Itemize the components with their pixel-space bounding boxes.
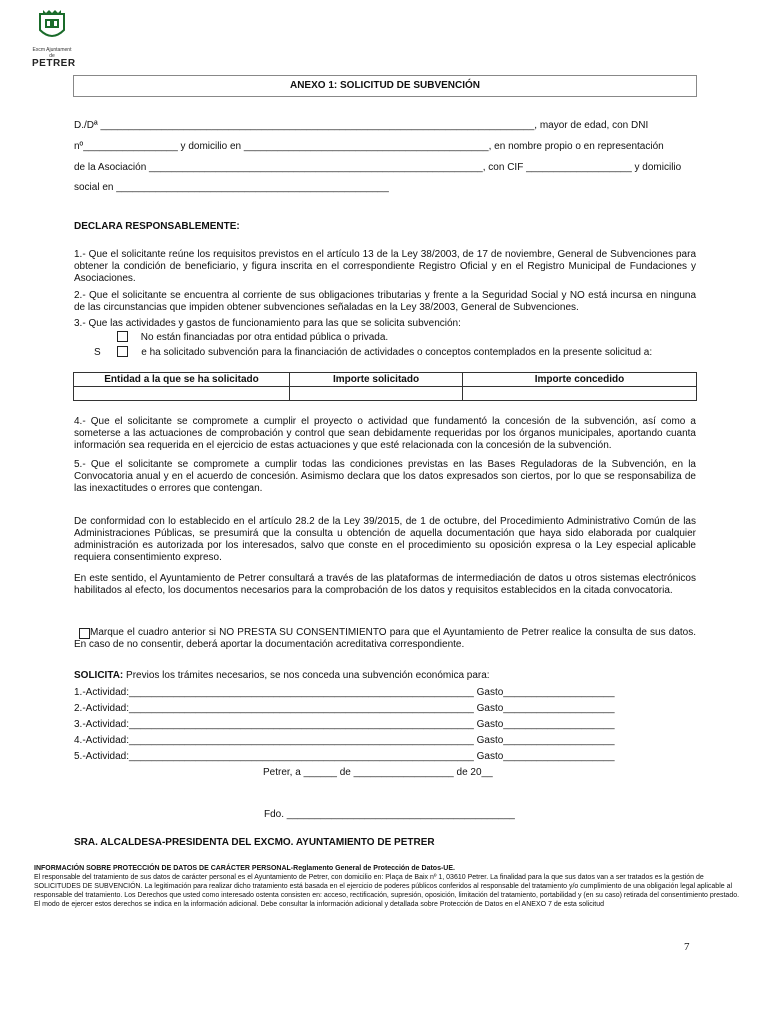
coat-of-arms-icon xyxy=(37,8,67,42)
cell-requested[interactable] xyxy=(290,387,463,401)
point-5: 5.- Que el solicitante se compromete a cumplir todas las condiciones previstas en las Bases Reguladoras de la Subvención, en la Convocatoria anual y en el acuerdo de concesión. Asimismo declara que los datos expresados son ciertos, por lo que se responsabiliza de las inexactitudes o errores que contengan. xyxy=(74,459,696,494)
col-granted: Importe concedido xyxy=(463,373,697,387)
table-row xyxy=(74,387,697,401)
solicita-label: SOLICITA: xyxy=(74,670,124,681)
declara-heading: DECLARA RESPONSABLEMENTE: xyxy=(74,221,240,232)
privacy-notice xyxy=(34,864,744,909)
solicita-text: Previos los trámites necesarios, se nos conceda una subvención económica para: xyxy=(123,670,490,681)
recipient: SRA. ALCALDESA-PRESIDENTA DEL EXCMO. AYUNTAMIENTO DE PETRER xyxy=(74,837,435,848)
subsidy-table xyxy=(73,372,697,401)
not-financed-checkbox[interactable] xyxy=(117,331,128,342)
activity-line-5[interactable]: 5.-Actividad:______________________________________________________________ Gasto____________________ xyxy=(74,751,615,762)
page-number: 7 xyxy=(684,941,690,953)
signature-line[interactable]: Fdo. _________________________________________ xyxy=(264,809,515,820)
form-line-name[interactable]: D./Dª ______________________________________________________________________________, mayor de edad, con DNI xyxy=(74,120,649,131)
point-1: 1.- Que el solicitante reúne los requisitos previstos en el artículo 13 de la Ley 38/2003, de 17 de noviembre, General de Subvenciones para obtener la condición de beneficiario, y figura inscrita en el correspondiente Registro Oficial y en el Registro Municipal de Fundaciones y Asociaciones. xyxy=(74,249,696,284)
table-header-row xyxy=(74,373,697,387)
cell-entity[interactable] xyxy=(74,387,290,401)
point-4: 4.- Que el solicitante se compromete a cumplir el proyecto o actividad que fundamentó la concesión de la subvención, así como a someterse a las actuaciones de comprobación y control que sean debidamente requeridas por los órganos municipales, aportando cuanta información sea requerida en el ejercicio de estas actuaciones y que esté relacionada con la concesión de la subvención. xyxy=(74,416,696,451)
privacy-text: El responsable del tratamiento de sus datos de carácter personal es el Ayuntamiento de Petrer, con domicilio en: Plaça de Baix nº 1, 03610 Petrer. La finalidad para la que sus datos van a ser tratados es la gestión de SOLICITUDES DE SUBVENCIÓN. La legitimación para realizar dicho tratamiento está basada en el ejercicio de poderes públicos conferidos al responsable del tratamiento y/o cumplimiento de una obligación legal aplicable al responsable del tratamiento. Los Derechos que usted como interesado ostenta consisten en: acceso, rectificación, supresión, oposición, limitación del tratamiento, portabilidad y (en su caso) retirada del consentimiento prestado. El modo de ejercer estos derechos se indica en la información adicional. Debe consultar la información adicional y detallada sobre Protección de Datos en el ANEXO 7 de esta solicitud xyxy=(34,874,740,908)
privacy-title: INFORMACIÓN SOBRE PROTECCIÓN DE DATOS DE CARÁCTER PERSONAL-Reglamento General de Protección de Datos-UE. xyxy=(34,865,455,872)
petrer-logo xyxy=(32,8,76,69)
point-3: 3.- Que las actividades y gastos de funcionamiento para las que se solicita subvención: xyxy=(74,318,461,329)
activity-line-1[interactable]: 1.-Actividad:______________________________________________________________ Gasto____________________ xyxy=(74,687,615,698)
consent-paragraph xyxy=(74,627,696,651)
place-date-line[interactable]: Petrer, a ______ de __________________ de 20__ xyxy=(263,767,493,778)
col-requested: Importe solicitado xyxy=(290,373,463,387)
option-not-financed xyxy=(117,331,388,343)
activity-line-4[interactable]: 4.-Actividad:______________________________________________________________ Gasto____________________ xyxy=(74,735,615,746)
solicita-line xyxy=(74,670,490,681)
point-2: 2.- Que el solicitante se encuentra al corriente de sus obligaciones tributarias y frente a la Seguridad Social y NO está incursa en ninguna de las circunstancias que impiden obtener subvenciones señaladas en la Ley 38/2003, General de Subvenciones. xyxy=(74,290,696,313)
option-not-financed-label: No están financiadas por otra entidad pública o privada. xyxy=(140,332,389,343)
logo-name: PETRER xyxy=(32,58,76,69)
page-title: ANEXO 1: SOLICITUD DE SUBVENCIÓN xyxy=(73,75,697,97)
form-line-social[interactable]: social en _________________________________________________ xyxy=(74,182,389,193)
logo-small-text: Excm Ajuntament de xyxy=(32,47,72,59)
form-line-association[interactable]: de la Asociación ____________________________________________________________, con CIF ___________________ y domicilio xyxy=(74,162,682,173)
conformidad-paragraph: De conformidad con lo establecido en el artículo 28.2 de la Ley 39/2015, de 1 de octubre, del Procedimiento Administrativo Común de las Administraciones Públicas, se presumirá que la consulta u obtención de aquella documentación que haya sido elaborada por cualquier administración es autorizada por los interesados, salvo que conste en el procedimiento su oposición expresa o la Ley especial aplicable requiera consentimiento expreso. xyxy=(74,516,696,563)
col-entity: Entidad a la que se ha solicitado xyxy=(74,373,290,387)
sentido-paragraph: En este sentido, el Ayuntamiento de Petrer consultará a través de las plataformas de intermediación de datos u otros sistemas electrónicos habilitados al efecto, los documentos necesarios para la comprobación de los datos y requisitos establecidos en la citada convocatoria. xyxy=(74,573,696,596)
option-requested-prefix: S xyxy=(94,347,101,358)
requested-checkbox[interactable] xyxy=(117,346,128,357)
activity-line-3[interactable]: 3.-Actividad:______________________________________________________________ Gasto____________________ xyxy=(74,719,615,730)
form-line-dni[interactable]: nº_________________ y domicilio en ____________________________________________, en nombre propio o en representación xyxy=(74,141,664,152)
option-requested-label: e ha solicitado subvención para la financiación de actividades o conceptos contemplados en la presente solicitud a: xyxy=(141,347,653,358)
activity-line-2[interactable]: 2.-Actividad:______________________________________________________________ Gasto____________________ xyxy=(74,703,615,714)
option-requested xyxy=(94,346,652,358)
cell-granted[interactable] xyxy=(463,387,697,401)
consent-checkbox[interactable] xyxy=(79,628,90,639)
consent-text: Marque el cuadro anterior si NO PRESTA SU CONSENTIMIENTO para que el Ayuntamiento de Petrer realice la consulta de sus datos. En caso de no consentir, deberá aportar la documentación acreditativa correspondiente. xyxy=(74,627,696,650)
